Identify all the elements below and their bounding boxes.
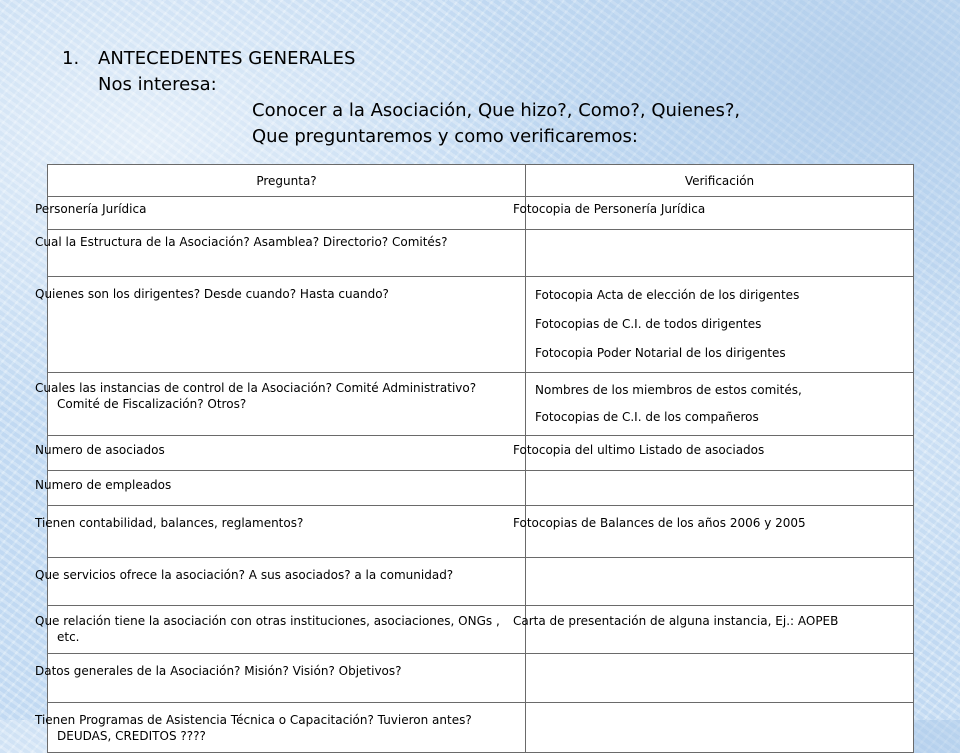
question-cell: Tienen contabilidad, balances, reglamentos? — [48, 506, 526, 558]
table-row — [48, 471, 914, 506]
table-row — [48, 373, 914, 436]
question-cell: Personería Jurídica — [48, 197, 526, 230]
verification-item: Fotocopia Poder Notarial de los dirigentes — [535, 346, 786, 360]
table-row — [48, 654, 914, 703]
verification-cell — [526, 373, 914, 436]
section-title — [62, 46, 740, 72]
column-header-pregunta: Pregunta? — [48, 165, 526, 197]
question-cell: Numero de asociados — [48, 436, 526, 471]
section-header — [62, 46, 740, 150]
question-cell: Cual la Estructura de la Asociación? Asamblea? Directorio? Comités? — [48, 230, 526, 277]
question-cell: Cuales las instancias de control de la Asociación? Comité Administrativo? Comité de Fiscalización? Otros? — [48, 373, 526, 436]
section-number: 1. — [62, 48, 80, 69]
table-header-row — [48, 165, 914, 197]
verification-cell — [526, 654, 914, 703]
section-subtitle: Nos interesa: — [98, 74, 217, 95]
table-row — [48, 436, 914, 471]
verification-item: Fotocopias de C.I. de todos dirigentes — [535, 317, 762, 331]
table-row — [48, 606, 914, 654]
verification-cell: Fotocopias de Balances de los años 2006 y 2005 — [526, 506, 914, 558]
table-row — [48, 197, 914, 230]
verification-cell — [526, 703, 914, 753]
intro-line-1: Conocer a la Asociación, Que hizo?, Como?, Quienes?, — [252, 100, 741, 121]
verification-cell — [526, 230, 914, 277]
verification-cell: Fotocopia de Personería Jurídica — [526, 197, 914, 230]
verification-cell: Fotocopia del ultimo Listado de asociados — [526, 436, 914, 471]
question-cell: Que servicios ofrece la asociación? A sus asociados? a la comunidad? — [48, 558, 526, 606]
table-row — [48, 558, 914, 606]
questions-table — [35, 164, 914, 753]
table-row — [48, 230, 914, 277]
verification-cell — [526, 471, 914, 506]
verification-item: Fotocopias de C.I. de los compañeros — [535, 410, 759, 424]
table-row — [48, 703, 914, 753]
table-row — [48, 277, 914, 373]
section-title-text: ANTECEDENTES GENERALES — [98, 48, 356, 69]
question-cell: Que relación tiene la asociación con otras instituciones, asociaciones, ONGs , etc. — [48, 606, 526, 654]
column-header-verificacion: Verificación — [526, 165, 914, 197]
verification-item: Fotocopia Acta de elección de los dirigentes — [535, 288, 800, 302]
verification-cell — [526, 277, 914, 373]
verification-cell — [526, 558, 914, 606]
question-cell: Tienen Programas de Asistencia Técnica o Capacitación? Tuvieron antes? DEUDAS, CREDITOS ???? — [48, 703, 526, 753]
verification-item: Nombres de los miembros de estos comités, — [535, 383, 802, 397]
question-cell: Quienes son los dirigentes? Desde cuando? Hasta cuando? — [48, 277, 526, 373]
question-cell: Datos generales de la Asociación? Misión? Visión? Objetivos? — [48, 654, 526, 703]
intro-line-2: Que preguntaremos y como verificaremos: — [252, 126, 638, 147]
verification-cell: Carta de presentación de alguna instancia, Ej.: AOPEB — [526, 606, 914, 654]
question-cell: Numero de empleados — [48, 471, 526, 506]
table-row — [48, 506, 914, 558]
